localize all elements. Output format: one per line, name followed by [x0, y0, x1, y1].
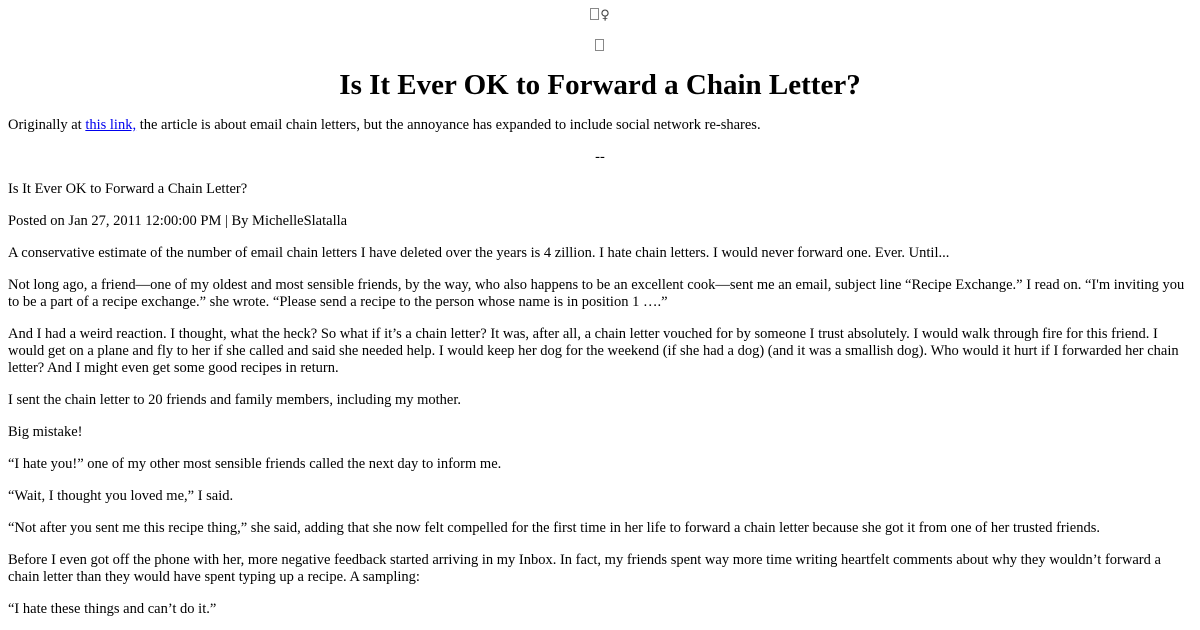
top-icon-row-2: [8, 24, 1192, 55]
article-paragraph: “I hate these things and can’t do it.”: [8, 601, 217, 617]
female-symbol-icon: ♀: [600, 8, 610, 23]
article-byline: Posted on Jan 27, 2011 12:00:00 PM | By MichelleSlatalla: [8, 213, 348, 229]
article-heading: Is It Ever OK to Forward a Chain Letter?: [8, 181, 248, 197]
missing-glyph-icon: [590, 8, 599, 20]
article-paragraph: Big mistake!: [8, 424, 83, 440]
article-paragraph: I sent the chain letter to 20 friends and family members, including my mother.: [8, 392, 462, 408]
source-link[interactable]: this link,: [85, 117, 137, 133]
article-paragraph: And I had a weird reaction. I thought, what the heck? So what if it’s a chain letter? It was, after all, a chain letter vouched for by someone I trust absolutely. I would walk through fire for this friend. I would get on a plane and fly to her if she called and said she needed help. I would keep her dog for the weekend (if she had a dog) (and it was a smallish dog). Who would it hurt if I forwarded her chain letter? And I might even get some good recipes in return.: [8, 326, 1179, 376]
article-paragraph: Before I even got off the phone with her, more negative feedback started arriving in my Inbox. In fact, my friends spent way more time writing heartfelt comments about why they wouldn’t forward a chain letter than they would have spent typing up a recipe. A sampling:: [8, 552, 1161, 585]
intro-prefix: Originally at: [8, 117, 86, 133]
intro-paragraph: [8, 117, 1192, 134]
intro-suffix: the article is about email chain letters, but the annoyance has expanded to include social network re-shares.: [136, 117, 761, 133]
article-paragraph: “Wait, I thought you loved me,” I said.: [8, 488, 234, 504]
article-paragraph: A conservative estimate of the number of email chain letters I have deleted over the years is 4 zillion. I hate chain letters. I would never forward one. Ever. Until...: [8, 245, 950, 261]
article-paragraph: “I hate you!” one of my other most sensible friends called the next day to inform me.: [8, 456, 502, 472]
article-paragraph: “Not after you sent me this recipe thing,” she said, adding that she now felt compelled for the first time in her life to forward a chain letter because she got it from one of her trusted friends.: [8, 520, 1100, 536]
top-icon-row: [8, 0, 1192, 24]
page-title: Is It Ever OK to Forward a Chain Letter?: [339, 69, 861, 101]
top-icon-area: [8, 0, 1192, 55]
separator: --: [595, 149, 605, 165]
missing-glyph-icon: [595, 39, 604, 51]
article-paragraph: Not long ago, a friend—one of my oldest and most sensible friends, by the way, who also happens to be an excellent cook—sent me an email, subject line “Recipe Exchange.” I read on. “I'm inviting you to be a part of a recipe exchange.” she wrote. “Please send a recipe to the person whose name is in position 1 ….”: [8, 277, 1185, 310]
